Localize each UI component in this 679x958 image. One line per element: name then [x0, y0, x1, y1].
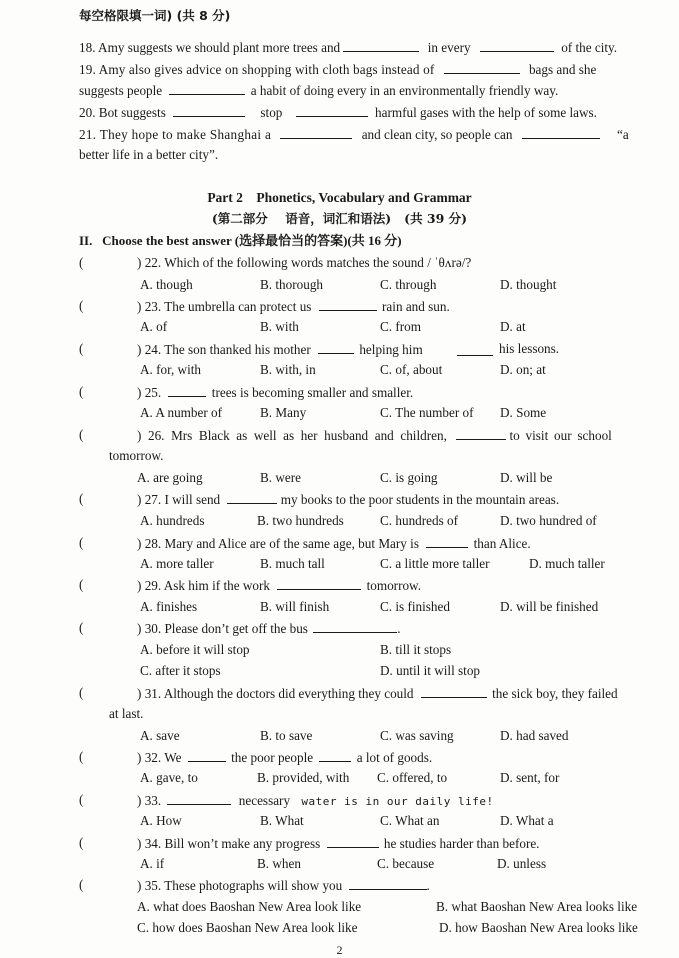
q33-stem-b: necessary [238, 793, 291, 808]
q24-blank-2[interactable] [457, 343, 493, 356]
q26-option-b[interactable]: B. were [260, 470, 302, 485]
q21-text-c: “a [617, 127, 629, 142]
q34-stem-a: ) 34. Bill won’t make any progress [137, 836, 321, 851]
q29-stem-b: tomorrow. [366, 578, 422, 593]
q35-stem [137, 877, 430, 894]
q30-stem-b: . [397, 621, 401, 636]
q22-option-d[interactable]: D. thought [500, 277, 557, 292]
q30-option-b[interactable]: B. till it stops [380, 642, 452, 657]
q32-stem-c: a lot of goods. [356, 750, 433, 765]
q34-option-c[interactable]: C. because [377, 856, 435, 871]
q32-stem [137, 749, 432, 766]
q22-option-c[interactable]: C. through [380, 277, 437, 292]
q32-stem-a: ) 32. We [137, 750, 182, 765]
q34-blank[interactable] [327, 835, 379, 848]
q33-stem [137, 792, 494, 810]
q29-paren[interactable]: ( [79, 577, 84, 592]
question-19 [79, 61, 596, 78]
q21-text-b: and clean city, so people can [361, 127, 513, 142]
q32-option-b[interactable]: B. provided, with [257, 770, 350, 785]
q25-blank[interactable] [168, 384, 206, 397]
q28-stem-b: than Alice. [473, 536, 531, 551]
q33-option-c[interactable]: C. What an [380, 813, 440, 828]
q32-blank-2[interactable] [319, 749, 351, 762]
q25-stem-a: ) 25. [137, 385, 162, 400]
q26-stem-a: ) 26. Mrs Black as well as her husband and children, [137, 428, 447, 443]
q26-option-d[interactable]: D. will be [500, 470, 553, 485]
q24-option-c[interactable]: C. of, about [380, 362, 443, 377]
q26-option-c[interactable]: C. is going [380, 470, 438, 485]
q28-stem [137, 535, 531, 552]
q19-blank-2[interactable] [169, 82, 245, 95]
q30-blank[interactable] [313, 620, 397, 633]
q33-stem-c: water is in our daily life! [301, 795, 494, 808]
q27-option-d[interactable]: D. two hundred of [500, 513, 597, 528]
q18-blank-1[interactable] [343, 39, 419, 52]
q25-option-a[interactable]: A. A number of [140, 405, 223, 420]
q28-option-b[interactable]: B. much tall [260, 556, 325, 571]
q23-blank[interactable] [319, 298, 377, 311]
q31-stem-c: at last. [109, 706, 144, 721]
q32-paren[interactable]: ( [79, 749, 84, 764]
q34-paren[interactable]: ( [79, 835, 84, 850]
q31-option-d[interactable]: D. had saved [500, 728, 569, 743]
q23-stem [137, 298, 450, 315]
q35-option-c[interactable]: C. how does Baoshan New Area look like [137, 920, 358, 935]
q33-option-b[interactable]: B. What [260, 813, 304, 828]
q31-paren[interactable]: ( [79, 685, 84, 700]
q34-option-b[interactable]: B. when [257, 856, 301, 871]
page-number: 2 [336, 943, 343, 957]
q34-stem [137, 835, 539, 852]
q21-blank-2[interactable] [522, 126, 600, 139]
q29-option-c[interactable]: C. is finished [380, 599, 450, 614]
q24-option-d[interactable]: D. on; at [500, 362, 546, 377]
question-21-line-2: better life in a better city”. [79, 147, 219, 162]
q19-text-b: bags and she [528, 62, 597, 77]
q29-option-a[interactable]: A. finishes [140, 599, 198, 614]
q28-blank[interactable] [426, 535, 468, 548]
question-20 [79, 104, 597, 121]
q31-option-b[interactable]: B. to save [260, 728, 313, 743]
q35-blank[interactable] [349, 877, 427, 890]
q18-blank-2[interactable] [480, 39, 554, 52]
q24-stem [137, 341, 423, 358]
q31-stem-a: ) 31. Although the doctors did everything they could [137, 686, 414, 701]
q19-text-a: 19. Amy also gives advice on shopping with cloth bags instead of [79, 62, 435, 77]
q27-option-b[interactable]: B. two hundreds [257, 513, 344, 528]
q35-option-b[interactable]: B. what Baoshan New Area looks like [436, 899, 638, 914]
question-21 [79, 126, 629, 143]
q27-stem-b: my books to the poor students in the mountain areas. [280, 492, 560, 507]
question-19-line-2 [79, 82, 558, 99]
q26-option-a[interactable]: A. are going [137, 470, 203, 485]
section-2-heading: II. Choose the best answer (选择最恰当的答案)(共 16 分) [79, 233, 402, 248]
part2-subtitle: (第二部分 语音，词汇和语法) (共 39 分) [211, 211, 468, 226]
q35-option-a[interactable]: A. what does Baoshan New Area look like [137, 899, 362, 914]
q20-text-c: harmful gases with the help of some laws. [375, 105, 597, 120]
q32-blank-1[interactable] [188, 749, 226, 762]
q32-option-c[interactable]: C. offered, to [377, 770, 448, 785]
q26-stem-c: tomorrow. [109, 448, 164, 463]
q24-stem-a: ) 24. The son thanked his mother [137, 342, 311, 357]
q30-stem-a: ) 30. Please don’t get off the bus [137, 621, 308, 636]
q27-stem-a: ) 27. I will send [137, 492, 221, 507]
q24-blank-1[interactable] [318, 341, 354, 354]
q26-stem-b: to visit our school [509, 428, 612, 443]
q27-paren[interactable]: ( [79, 491, 84, 506]
q35-paren[interactable]: ( [79, 877, 84, 892]
q31-option-a[interactable]: A. save [140, 728, 180, 743]
q19-blank-1[interactable] [444, 61, 520, 74]
q32-option-a[interactable]: A. gave, to [140, 770, 198, 785]
q29-stem-a: ) 29. Ask him if the work [137, 578, 270, 593]
q33-stem-a: ) 33. [137, 793, 162, 808]
q30-option-c[interactable]: C. after it stops [140, 663, 221, 678]
q20-text-b: stop [260, 105, 283, 120]
q24-paren[interactable]: ( [79, 341, 84, 356]
q30-stem [137, 620, 401, 637]
q25-option-d[interactable]: D. Some [500, 405, 547, 420]
q24-stem-c: his lessons. [499, 341, 560, 356]
q29-option-b[interactable]: B. will finish [260, 599, 330, 614]
q32-stem-b: the poor people [231, 750, 314, 765]
q23-paren[interactable]: ( [79, 298, 84, 313]
q31-option-c[interactable]: C. was saving [380, 728, 454, 743]
q33-paren[interactable]: ( [79, 792, 84, 807]
q23-option-b[interactable]: B. with [260, 319, 299, 334]
q19-text-c: suggests people [79, 83, 163, 98]
q30-paren[interactable]: ( [79, 620, 84, 635]
q30-option-d[interactable]: D. until it will stop [380, 663, 481, 678]
q28-stem-a: ) 28. Mary and Alice are of the same age, but Mary is [137, 536, 419, 551]
q26-paren[interactable]: ( [79, 427, 84, 442]
q35-option-d[interactable]: D. how Baoshan New Area looks like [439, 920, 638, 935]
q28-option-d[interactable]: D. much taller [529, 556, 605, 571]
q22-stem: ) 22. Which of the following words matches the sound / ˈθʌrə/? [137, 255, 472, 270]
q21-blank-1[interactable] [280, 126, 352, 139]
q18-text-c: of the city. [561, 40, 618, 55]
q28-option-c[interactable]: C. a little more taller [380, 556, 490, 571]
question-18 [79, 39, 617, 56]
q33-option-a[interactable]: A. How [140, 813, 182, 828]
q25-option-b[interactable]: B. Many [260, 405, 307, 420]
q31-stem-b: the sick boy, they failed [492, 686, 618, 701]
q33-blank[interactable] [167, 792, 231, 805]
q35-stem-b: . [426, 878, 430, 893]
q27-blank[interactable] [227, 491, 277, 504]
q23-stem-b: rain and sun. [382, 299, 450, 314]
q31-stem [137, 685, 618, 702]
q29-stem [137, 577, 421, 594]
q25-stem [137, 384, 413, 401]
q32-option-d[interactable]: D. sent, for [500, 770, 560, 785]
q27-option-c[interactable]: C. hundreds of [380, 513, 459, 528]
q25-stem-b: trees is becoming smaller and smaller. [211, 385, 414, 400]
q23-option-c[interactable]: C. from [380, 319, 422, 334]
q27-option-a[interactable]: A. hundreds [140, 513, 205, 528]
q29-option-d[interactable]: D. will be finished [500, 599, 599, 614]
q18-text-b: in every [427, 40, 471, 55]
q19-text-d: a habit of doing every in an environmentally friendly way. [250, 83, 559, 98]
q34-option-d[interactable]: D. unless [497, 856, 547, 871]
q23-option-a[interactable]: A. of [140, 319, 168, 334]
q25-option-c[interactable]: C. The number of [380, 405, 474, 420]
q31-blank[interactable] [421, 685, 487, 698]
q20-text-a: 20. Bot suggests [79, 105, 166, 120]
q23-stem-a: ) 23. The umbrella can protect us [137, 299, 312, 314]
q22-option-b[interactable]: B. thorough [260, 277, 324, 292]
q29-blank[interactable] [277, 577, 361, 590]
q33-option-d[interactable]: D. What a [500, 813, 554, 828]
q30-option-a[interactable]: A. before it will stop [140, 642, 250, 657]
q24-option-b[interactable]: B. with, in [260, 362, 316, 377]
section-header-note: 每空格限填一词) (共 8 分) [79, 8, 231, 23]
q23-option-d[interactable]: D. at [500, 319, 526, 334]
q20-blank-1[interactable] [173, 104, 245, 117]
q26-stem [137, 427, 675, 444]
q34-stem-b: he studies harder than before. [383, 836, 540, 851]
q24-stem-b: helping him [359, 342, 423, 357]
part2-title: Part 2 Phonetics, Vocabulary and Grammar [207, 190, 472, 205]
q35-stem-a: ) 35. These photographs will show you [137, 878, 343, 893]
q28-paren[interactable]: ( [79, 535, 84, 550]
q27-stem [137, 491, 559, 508]
q26-blank[interactable] [456, 427, 506, 440]
q22-option-a[interactable]: A. though [140, 277, 193, 292]
q20-blank-2[interactable] [296, 104, 368, 117]
q21-text-a: 21. They hope to make Shanghai a [79, 127, 272, 142]
q34-option-a[interactable]: A. if [140, 856, 165, 871]
q28-option-a[interactable]: A. more taller [140, 556, 214, 571]
q25-paren[interactable]: ( [79, 384, 84, 399]
q24-option-a[interactable]: A. for, with [140, 362, 202, 377]
q18-text-a: 18. Amy suggests we should plant more trees and [79, 40, 341, 55]
q22-paren[interactable]: ( [79, 255, 84, 270]
